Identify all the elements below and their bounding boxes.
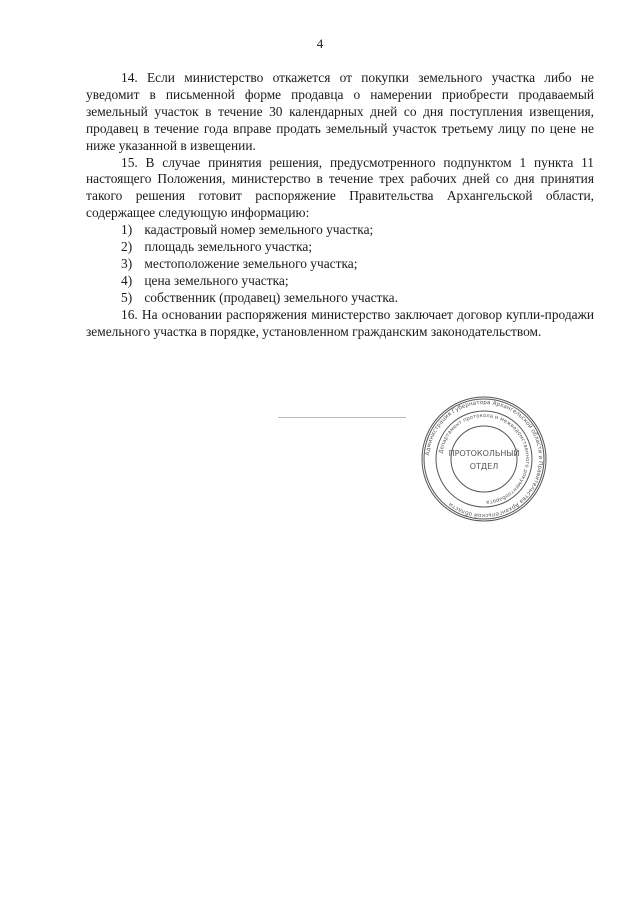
list-item-text: собственник (продавец) земельного участка. — [144, 289, 398, 305]
list-item — [86, 222, 594, 239]
list-item-number: 4) — [121, 272, 133, 288]
svg-text:Департамент протокола и межвед — [438, 413, 530, 505]
paragraph-15: 15. В случае принятия решения, предусмотренного подпунктом 1 пункта 11 настоящего Положения, министерство в течение трех рабочих дней со дня принятия такого решения готовит распоряжение Правительства Архангельской области, содержащее следующую информацию: — [86, 154, 594, 221]
list-item-text: кадастровый номер земельного участка; — [144, 222, 374, 238]
list-item — [86, 273, 594, 290]
document-body — [86, 70, 594, 341]
list-item-text: цена земельного участка; — [144, 272, 289, 288]
list-item-number: 2) — [121, 239, 133, 255]
official-stamp — [420, 395, 548, 523]
stamp-center-line-1: ПРОТОКОЛЬНЫЙ — [448, 449, 520, 458]
stamp-inner-ring-text: Департамент протокола и межведомственного документооборота — [438, 412, 531, 505]
stamp-inner-border — [451, 426, 517, 492]
list-item-number: 5) — [121, 289, 133, 305]
list-item-number: 3) — [121, 255, 133, 271]
list-item-number: 1) — [121, 222, 133, 238]
list-item — [86, 239, 594, 256]
list-item-text: площадь земельного участка; — [144, 239, 313, 255]
list-item-text: местоположение земельного участка; — [144, 255, 358, 271]
stamp-middle-border — [436, 411, 532, 507]
paragraph-16: 16. На основании распоряжения министерство заключает договор купли-продажи земельного участка в порядке, установленном гражданским законодательством. — [86, 306, 594, 339]
paragraph-14: 14. Если министерство откажется от покупки земельного участка либо не уведомит в письменной форме продавца о намерении приобрести продаваемый земельный участок в течение 30 календарных дней со дня поступления извещения, продавец в течение года вправе продать земельный участок третьему лицу по цене не ниже указанной в извещении. — [86, 70, 594, 153]
list-item — [86, 256, 594, 273]
page-number: 4 — [316, 36, 324, 51]
list-item — [86, 290, 594, 307]
signature-line — [278, 417, 406, 418]
stamp-outer-ring-text: Администрация Губернатора Архангельской области и Правительства Архангельской области — [425, 399, 544, 519]
stamp-center-line-2: ОТДЕЛ — [469, 462, 499, 471]
